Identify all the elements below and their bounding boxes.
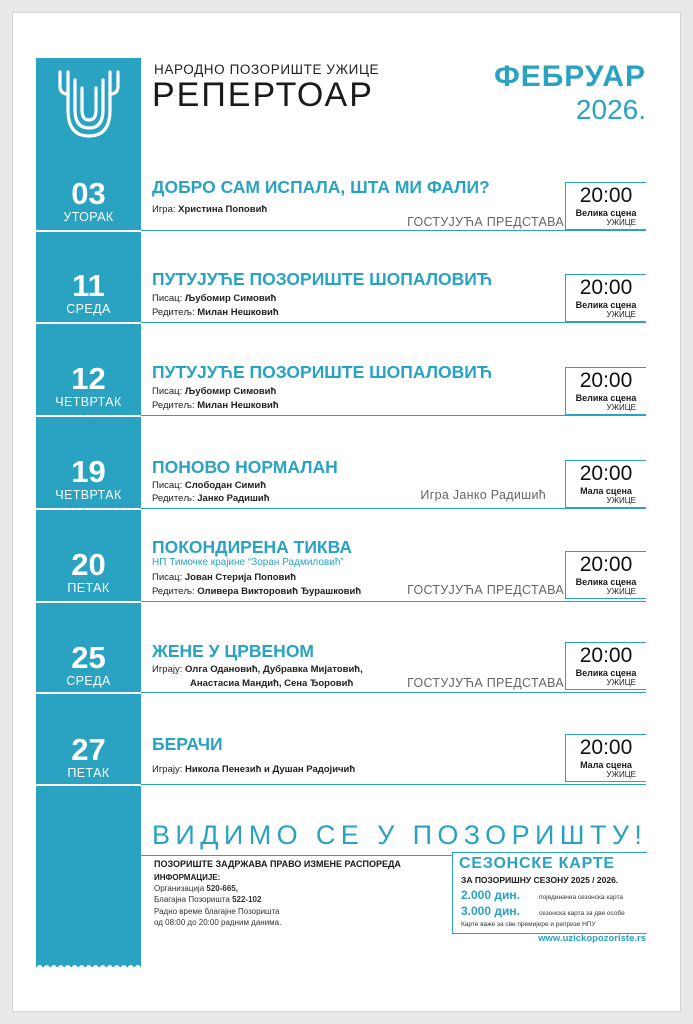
season-tickets-box [452,852,647,934]
event-note: Игра Јанко Радишић [420,488,546,502]
event-time: 20:00 [579,184,633,207]
event-title: ПУТУЈУЋЕ ПОЗОРИШТЕ ШОПАЛОВИЋ [152,362,493,382]
credit-value: Слободан Симић [184,480,267,491]
event-city: УЖИЦЕ [606,403,636,412]
credit-value: Јован Стерија Поповић [184,572,297,583]
season-price: 2.000 дин. [461,888,520,902]
event-credit-line [152,586,361,597]
event-note: ГОСТУЈУЋА ПРЕДСТАВА [407,583,564,597]
box-office-phone-line [154,895,261,904]
event-day: 25 [71,640,106,675]
year-label: 2026. [575,94,646,125]
ribbon-divider [36,784,141,786]
event-time: 20:00 [579,369,633,392]
event-credit-line [152,386,276,397]
event-day: 12 [71,361,106,396]
org-label: Организација [154,884,205,893]
event-stage: Велика сцена [575,393,637,403]
season-subtitle: ЗА ПОЗОРИШНУ СЕЗОНУ 2025 / 2026. [461,875,619,885]
credit-value: Христина Поповић [178,204,268,215]
box-label: Благајна Позоришта [154,895,230,904]
ribbon-divider [36,692,141,694]
event-credit-line [152,400,279,411]
season-price-desc: појединачна сезонска карта [539,894,624,901]
season-title: СЕЗОНСКЕ КАРТЕ [459,855,615,872]
credit-value: Анастасиа Мандић, Сена Ђоровић [190,678,354,689]
hours-line: Радно време благајне Позоришта [154,907,280,916]
event-city: УЖИЦЕ [606,678,636,687]
credit-label: Играју: [152,664,183,675]
event-note: ГОСТУЈУЋА ПРЕДСТАВА [407,215,564,229]
credit-value: Милан Нешковић [197,307,279,318]
time-box [565,734,646,782]
event-title: ДОБРО САМ ИСПАЛА, ШТА МИ ФАЛИ? [152,177,490,197]
event-weekday: УТОРАК [63,210,114,224]
event-weekday: ЧЕТВРТАК [55,395,122,409]
event-time: 20:00 [579,736,633,759]
event-row [36,632,646,696]
credit-label: Писац: [152,386,183,397]
event-credit-line [152,307,279,318]
ribbon-divider [36,508,141,510]
event-day: 20 [71,547,106,582]
event-credit-line [152,293,276,304]
credit-value: Љубомир Симовић [184,293,277,304]
ribbon-divider [36,230,141,232]
event-title: ПОНОВО НОРМАЛАН [152,457,338,477]
theatre-logo-icon [54,66,124,142]
event-note: ГОСТУЈУЋА ПРЕДСТАВА [407,676,564,690]
event-credit-line [152,204,267,215]
event-date [36,642,141,688]
event-weekday: СРЕДА [66,302,111,316]
schedule-notice: ПОЗОРИШТЕ ЗАДРЖАВА ПРАВО ИЗМЕНЕ РАСПОРЕДА [154,859,401,869]
website-link[interactable]: www.uzickopozoriste.rs [538,933,646,944]
event-city: УЖИЦЕ [606,496,636,505]
ribbon-divider [36,322,141,324]
event-title: ПУТУЈУЋЕ ПОЗОРИШТЕ ШОПАЛОВИЋ [152,269,493,289]
time-box [565,367,646,415]
credit-label: Играју: [152,764,183,775]
credit-label: Редитељ: [152,400,195,411]
ribbon-zigzag-edge [36,958,141,970]
event-stage: Велика сцена [575,300,637,310]
info-label: ИНФОРМАЦИЈЕ: [154,873,221,882]
event-date [36,178,141,224]
org-phone: 520-665, [206,884,238,893]
season-price: 3.000 дин. [461,904,520,918]
event-date [36,549,141,595]
theatre-name: НАРОДНО ПОЗОРИШТЕ УЖИЦЕ [154,62,380,77]
credit-label: Писац: [152,480,183,491]
event-city: УЖИЦЕ [606,770,636,779]
event-city: УЖИЦЕ [606,587,636,596]
event-weekday: СРЕДА [66,674,111,688]
credit-label: Игра: [152,204,176,215]
credit-label: Редитељ: [152,586,195,597]
event-title: БЕРАЧИ [152,734,223,754]
event-date [36,734,141,780]
event-city: УЖИЦЕ [606,218,636,227]
slogan: ВИДИМО СЕ У ПОЗОРИШТУ! [152,820,648,850]
event-stage: Велика сцена [575,208,637,218]
event-subtitle: НП Тимочке крајине “Зоран Радмиловић” [152,557,344,568]
event-stage: Мала сцена [580,760,632,770]
event-stage: Мала сцена [580,486,632,496]
credit-value: Љубомир Симовић [184,386,277,397]
credit-value: Јанко Радишић [197,493,270,504]
event-row [36,448,646,512]
event-title: ЖЕНЕ У ЦРВЕНОМ [152,641,315,661]
event-day: 11 [72,268,105,303]
season-price-desc: сезонска карта за две особе [539,910,625,917]
event-weekday: ПЕТАК [67,766,110,780]
hours-line: од 08:00 до 20:00 радним данима. [154,918,282,927]
time-box [565,551,646,599]
event-day: 03 [71,176,106,211]
season-note: Карте важе за све премијере и репризе НПУ [461,921,596,928]
event-day: 27 [71,732,106,767]
month-label: ФЕБРУАР [494,60,646,93]
event-row [36,355,646,419]
time-box [565,460,646,508]
event-credit-line [190,678,353,689]
time-box [565,274,646,322]
credit-value: Оливера Викторовић Ђурашковић [197,586,362,597]
ribbon-divider [36,601,141,603]
credit-value: Милан Нешковић [197,400,279,411]
event-weekday: ЧЕТВРТАК [55,488,122,502]
event-row [36,170,646,234]
event-date [36,456,141,502]
event-credit-line [152,664,363,675]
event-stage: Велика сцена [575,668,637,678]
event-row [36,535,646,603]
time-box [565,182,646,230]
event-credit-line [152,493,270,504]
event-title: ПОКОНДИРЕНА ТИКВА [152,537,353,557]
event-date [36,363,141,409]
event-row [36,724,646,788]
credit-value: Олга Одановић, Дубравка Мијатовић, [185,664,363,675]
event-city: УЖИЦЕ [606,310,636,319]
event-credit-line [152,572,296,583]
event-weekday: ПЕТАК [67,581,110,595]
time-box [565,642,646,690]
credit-label: Писац: [152,293,183,304]
credit-label: Редитељ: [152,493,195,504]
page-title: РЕПЕРТОАР [152,76,374,114]
credit-label: Писац: [152,572,183,583]
credit-value: Никола Пенезић и Душан Радојичић [185,764,356,775]
event-credit-line [152,480,266,491]
event-time: 20:00 [579,276,633,299]
event-time: 20:00 [579,644,633,667]
event-stage: Велика сцена [575,577,637,587]
event-date [36,270,141,316]
event-row [36,262,646,326]
org-phone-line [154,884,238,893]
event-day: 19 [71,454,106,489]
event-credit-line [152,764,355,775]
box-phone: 522-102 [232,895,262,904]
ribbon-divider [36,415,141,417]
credit-label: Редитељ: [152,307,195,318]
event-time: 20:00 [579,553,633,576]
event-time: 20:00 [579,462,633,485]
